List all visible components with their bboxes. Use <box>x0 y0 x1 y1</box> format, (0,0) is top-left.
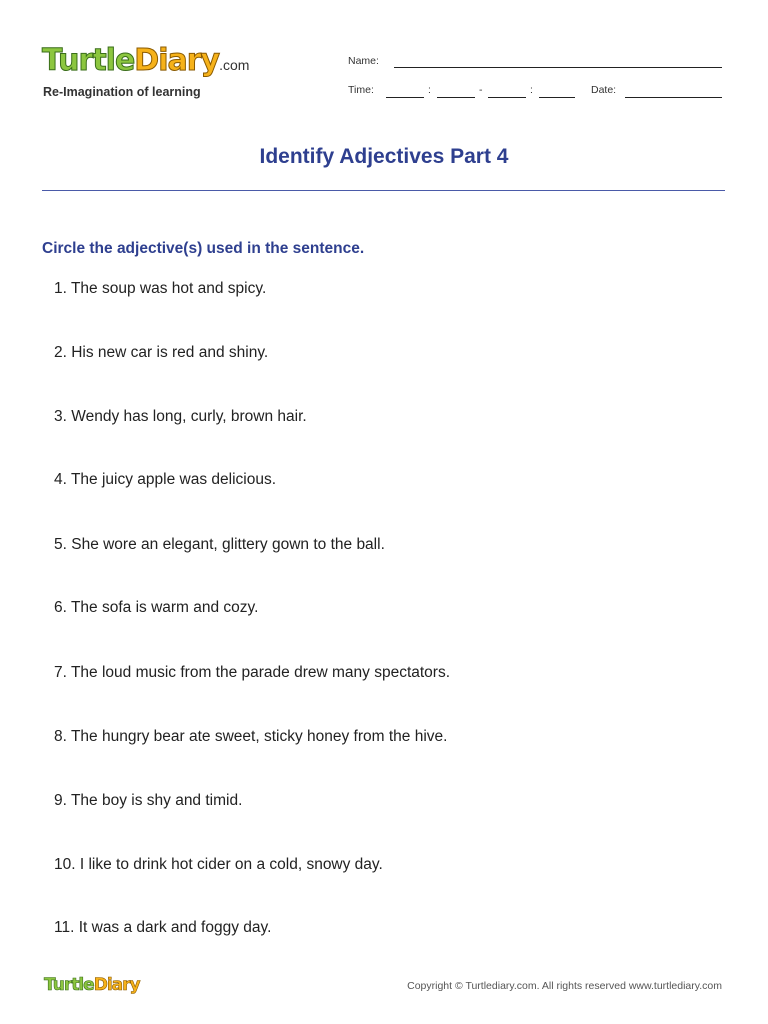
time-label: Time: <box>348 84 374 96</box>
time-end-minute-line[interactable] <box>539 97 575 98</box>
logo-domain-text: .com <box>219 57 250 73</box>
time-start-hour-line[interactable] <box>386 97 424 98</box>
date-field-line[interactable] <box>625 97 722 98</box>
question-item: 5. She wore an elegant, glittery gown to the ball. <box>54 536 385 553</box>
time-end-hour-line[interactable] <box>488 97 526 98</box>
time-colon-1: : <box>428 84 431 96</box>
question-item: 11. It was a dark and foggy day. <box>54 919 272 936</box>
time-start-minute-line[interactable] <box>437 97 475 98</box>
question-item: 8. The hungry bear ate sweet, sticky honey from the hive. <box>54 728 448 745</box>
name-field-line[interactable] <box>394 67 722 68</box>
logo-diary-text: Diary <box>134 43 220 78</box>
name-label: Name: <box>348 55 379 67</box>
question-item: 2. His new car is red and shiny. <box>54 344 269 361</box>
footer-logo-diary-text: Diary <box>93 975 140 995</box>
title-divider <box>42 190 725 191</box>
worksheet-title: Identify Adjectives Part 4 <box>259 145 509 168</box>
tagline: Re-Imagination of learning <box>43 85 201 99</box>
question-item: 1. The soup was hot and spicy. <box>54 280 267 297</box>
time-colon-2: : <box>530 84 533 96</box>
time-dash: - <box>479 84 483 96</box>
question-item: 7. The loud music from the parade drew many spectators. <box>54 664 451 681</box>
question-item: 10. I like to drink hot cider on a cold, snowy day. <box>54 856 383 873</box>
instruction-text: Circle the adjective(s) used in the sentence. <box>42 240 365 257</box>
footer-logo-turtle-text: Turtle <box>44 975 94 995</box>
turtle-diary-logo <box>42 43 250 78</box>
question-item: 9. The boy is shy and timid. <box>54 792 243 809</box>
footer-logo <box>44 975 140 995</box>
question-item: 4. The juicy apple was delicious. <box>54 471 277 488</box>
question-item: 6. The sofa is warm and cozy. <box>54 599 259 616</box>
copyright-text: Copyright © Turtlediary.com. All rights reserved www.turtlediary.com <box>407 980 722 992</box>
question-item: 3. Wendy has long, curly, brown hair. <box>54 408 307 425</box>
date-label: Date: <box>591 84 617 96</box>
logo-turtle-text: Turtle <box>42 43 135 78</box>
